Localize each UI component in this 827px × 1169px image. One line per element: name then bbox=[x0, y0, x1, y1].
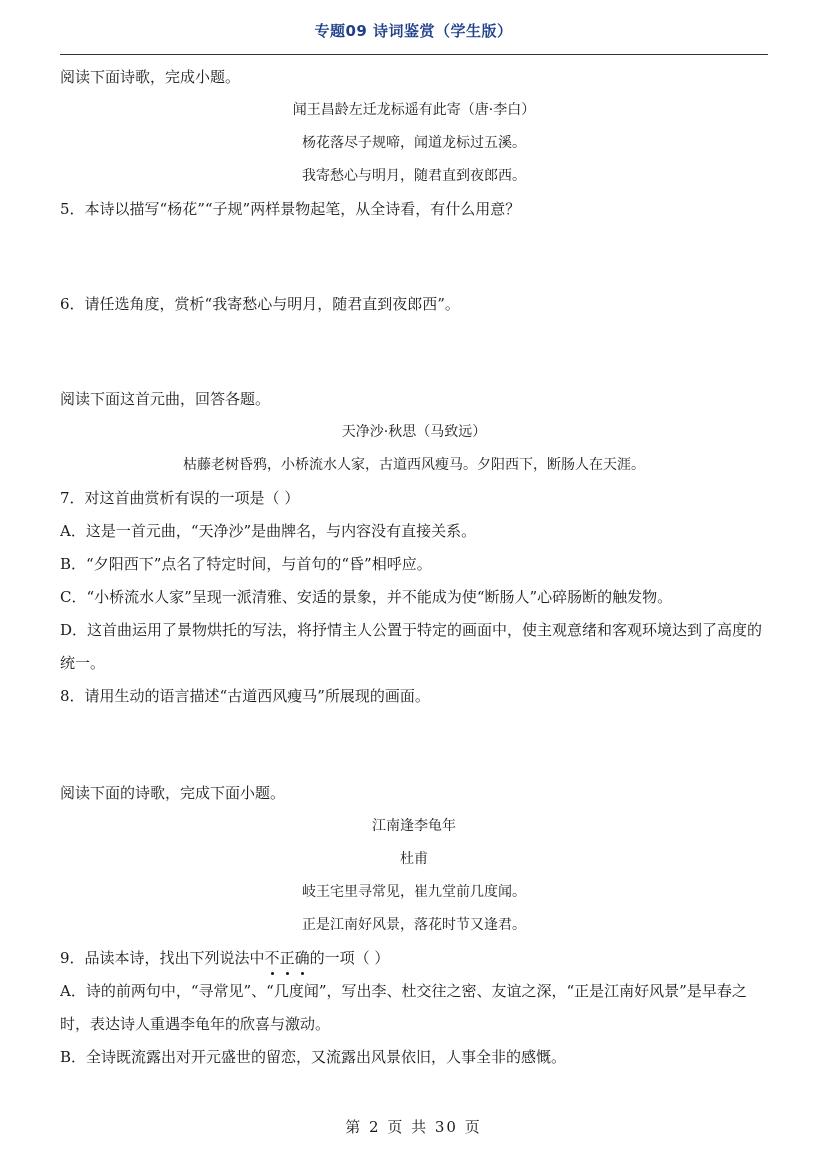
question-5: 5．本诗以描写“杨花”“子规”两样景物起笔，从全诗看，有什么用意？ bbox=[60, 200, 521, 218]
section3-poem-author: 杜甫 bbox=[400, 851, 428, 867]
question-9-emphasis-3: 确 bbox=[295, 942, 310, 975]
question-7-option-a: A．这是一首元曲，“天净沙”是曲牌名，与内容没有直接关系。 bbox=[60, 522, 477, 540]
answer-space-q8 bbox=[60, 713, 768, 777]
section2-poem-title: 天净沙·秋思（马致远） bbox=[341, 424, 487, 440]
question-9-option-b: B．全诗既流露出对开元盛世的留恋，又流露出风景依旧，人事全非的感慨。 bbox=[60, 1048, 567, 1066]
section3-poem-title: 江南逢李龟年 bbox=[372, 818, 456, 834]
section2-intro: 阅读下面这首元曲，回答各题。 bbox=[60, 390, 271, 408]
question-7-option-c: C．“小桥流水人家”呈现一派清雅、安适的景象，并不能成为使“断肠人”心碎肠断的触发物。 bbox=[60, 588, 673, 606]
document-body bbox=[60, 61, 768, 1074]
page-number-footer: 第 2 页 共 30 页 bbox=[345, 1118, 482, 1136]
section1-poem-line-2: 我寄愁心与明月，随君直到夜郎西。 bbox=[302, 168, 526, 184]
section1-poem-title: 闻王昌龄左迁龙标遥有此寄（唐·李白） bbox=[292, 102, 536, 118]
answer-space-q6 bbox=[60, 321, 768, 383]
section3-intro: 阅读下面的诗歌，完成下面小题。 bbox=[60, 784, 286, 802]
question-8: 8．请用生动的语言描述“古道西风瘦马”所展现的画面。 bbox=[60, 687, 430, 705]
question-9-suffix: 的一项（ ） bbox=[309, 949, 390, 967]
question-7: 7．对这首曲赏析有误的一项是（ ） bbox=[60, 489, 300, 507]
question-9 bbox=[60, 942, 768, 975]
question-7-option-b: B．“夕阳西下”点名了特定时间，与首句的“昏”相呼应。 bbox=[60, 555, 432, 573]
section3-poem-line-1: 岐王宅里寻常见，崔九堂前几度闻。 bbox=[302, 884, 526, 900]
section3-poem-line-2: 正是江南好风景，落花时节又逢君。 bbox=[302, 917, 526, 933]
answer-space-q5 bbox=[60, 226, 768, 288]
question-9-emphasis-1: 不 bbox=[265, 942, 280, 975]
question-7-option-d: D．这首曲运用了景物烘托的写法，将抒情主人公置于特定的画面中，使主观意绪和客观环境达到了高度的统一。 bbox=[60, 621, 763, 672]
question-9-emphasis-2: 正 bbox=[280, 942, 295, 975]
page-header-title: 专题09 诗词鉴赏（学生版） bbox=[314, 22, 513, 40]
question-9-option-a: A．诗的前两句中，“寻常见”、“几度闻”，写出李、杜交往之密、友谊之深，“正是江南好风景”是早春之时，表达诗人重遇李龟年的欣喜与激动。 bbox=[60, 982, 747, 1033]
header-divider bbox=[60, 54, 768, 55]
question-9-prefix: 9．品读本诗，找出下列说法中 bbox=[60, 949, 265, 967]
section1-intro: 阅读下面诗歌，完成小题。 bbox=[60, 68, 241, 86]
section1-poem-line-1: 杨花落尽子规啼，闻道龙标过五溪。 bbox=[302, 135, 526, 151]
question-6: 6．请任选角度，赏析“我寄愁心与明月，随君直到夜郎西”。 bbox=[60, 295, 460, 313]
section2-poem-line: 枯藤老树昏鸦，小桥流水人家，古道西风瘦马。夕阳西下，断肠人在天涯。 bbox=[183, 457, 645, 473]
